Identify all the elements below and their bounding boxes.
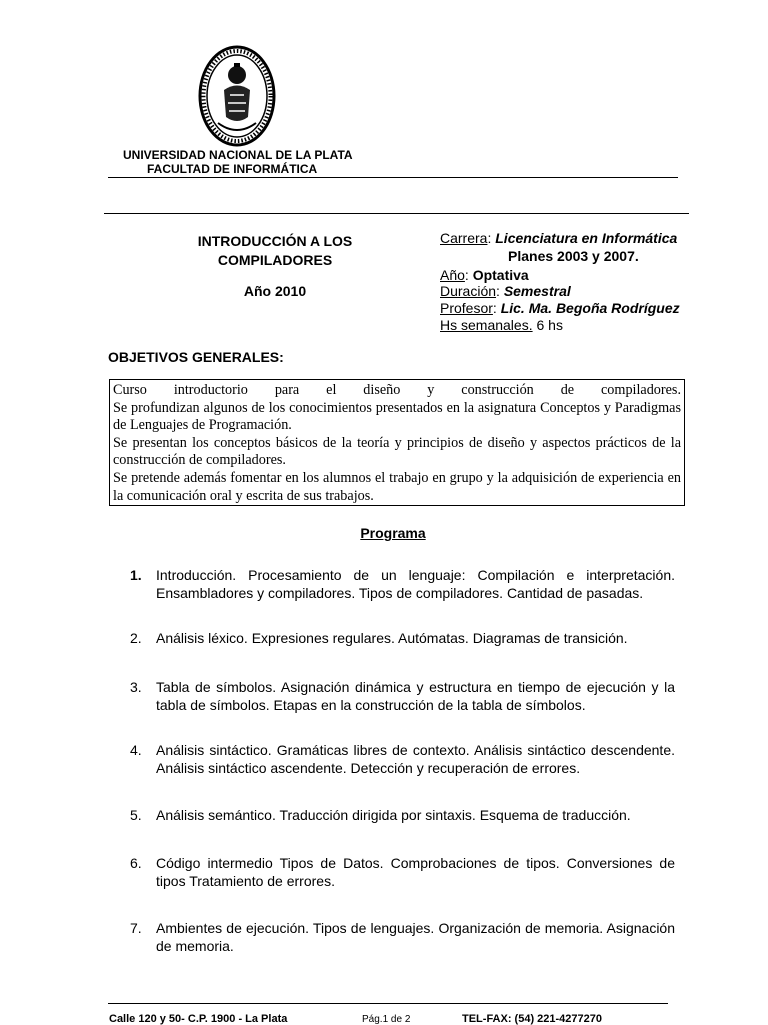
carrera-label: Carrera (440, 230, 488, 246)
duracion-value: Semestral (503, 283, 571, 299)
carrera-value: Licenciatura en Informática (495, 230, 678, 246)
university-name: UNIVERSIDAD NACIONAL DE LA PLATA (123, 148, 353, 162)
objectives-heading: OBJETIVOS GENERALES: (108, 349, 284, 365)
program-heading: Programa (360, 525, 426, 541)
footer-phone: TEL-FAX: (54) 221-4277270 (462, 1013, 603, 1025)
program-item-number: 4. (130, 742, 142, 758)
program-item (130, 629, 675, 647)
program-item-text: Análisis sintáctico. Gramáticas libres de contexto. Análisis sintáctico descendente. Análisis sintáctico ascendente. Detección y recuperación de errores. (156, 742, 675, 776)
objective-paragraph: Se pretende además fomentar en los alumnos el trabajo en grupo y la adquisición de experiencia en la comunicación oral y escrita de sus trabajos. (113, 469, 681, 504)
course-title (150, 232, 400, 270)
carrera-row: Carrera: Licenciatura en Informática (440, 230, 678, 246)
footer-address: Calle 120 y 50- C.P. 1900 - La Plata (109, 1013, 288, 1025)
objective-paragraph: Curso introductorio para el diseño y construcción de compiladores. (113, 382, 681, 398)
faculty-name: FACULTAD DE INFORMÁTICA (147, 162, 318, 176)
program-item-number: 7. (130, 920, 142, 936)
footer-page-number: Pág.1 de 2 (362, 1014, 411, 1025)
header-divider (108, 177, 678, 178)
program-item-text: Ambientes de ejecución. Tipos de lenguajes. Organización de memoria. Asignación de memoria. (156, 920, 675, 954)
duracion-row: Duración: Semestral (440, 283, 571, 299)
program-item-number: 2. (130, 630, 142, 646)
profesor-row: Profesor: Lic. Ma. Begoña Rodríguez (440, 300, 680, 316)
program-item (130, 919, 675, 955)
program-item (130, 741, 675, 777)
program-item-text: Análisis semántico. Traducción dirigida por sintaxis. Esquema de traducción. (156, 807, 631, 823)
profesor-value: Lic. Ma. Begoña Rodríguez (500, 300, 680, 316)
program-item-text: Análisis léxico. Expresiones regulares. Autómatas. Diagramas de transición. (156, 630, 628, 646)
section-divider (104, 213, 689, 214)
university-seal-logo (198, 45, 276, 147)
program-item-number: 5. (130, 807, 142, 823)
objective-paragraph: Se presentan los conceptos básicos de la teoría y principios de diseño y aspectos prácticos de la construcción de compiladores. (113, 434, 681, 469)
program-item-number: 1. (130, 567, 142, 583)
course-title-line1: INTRODUCCIÓN A LOS (197, 233, 353, 249)
program-item (130, 566, 675, 602)
anio-row: Año: Optativa (440, 267, 529, 283)
hs-value: 6 hs (536, 317, 563, 333)
program-item (130, 806, 675, 824)
program-item-text: Introducción. Procesamiento de un lenguaje: Compilación e interpretación. Ensambladores y compiladores. Tipos de compiladores. Cantidad de pasadas. (156, 567, 675, 601)
program-item-text: Código intermedio Tipos de Datos. Comprobaciones de tipos. Conversiones de tipos Tratamiento de errores. (156, 855, 675, 889)
program-item-text: Tabla de símbolos. Asignación dinámica y estructura en tiempo de ejecución y la tabla de símbolos. Etapas en la construcción de la tabla de símbolos. (156, 679, 675, 713)
objective-paragraph: Se profundizan algunos de los conocimientos presentados en la asignatura Conceptos y Paradigmas de Lenguajes de Programación. (113, 399, 681, 434)
footer-divider (108, 1003, 668, 1004)
program-item-number: 6. (130, 855, 142, 871)
planes-text: Planes 2003 y 2007. (508, 248, 639, 264)
profesor-label: Profesor (440, 300, 493, 316)
hs-label: Hs semanales. (440, 317, 533, 333)
program-item-number: 3. (130, 679, 142, 695)
program-item (130, 854, 675, 890)
anio-label: Año (440, 267, 465, 283)
objectives-box (109, 379, 685, 506)
duracion-label: Duración (440, 283, 497, 299)
course-year: Año 2010 (243, 283, 307, 299)
program-item (130, 678, 675, 714)
hs-row (440, 316, 563, 334)
anio-value: Optativa (472, 267, 529, 283)
course-title-line2: COMPILADORES (217, 252, 333, 268)
